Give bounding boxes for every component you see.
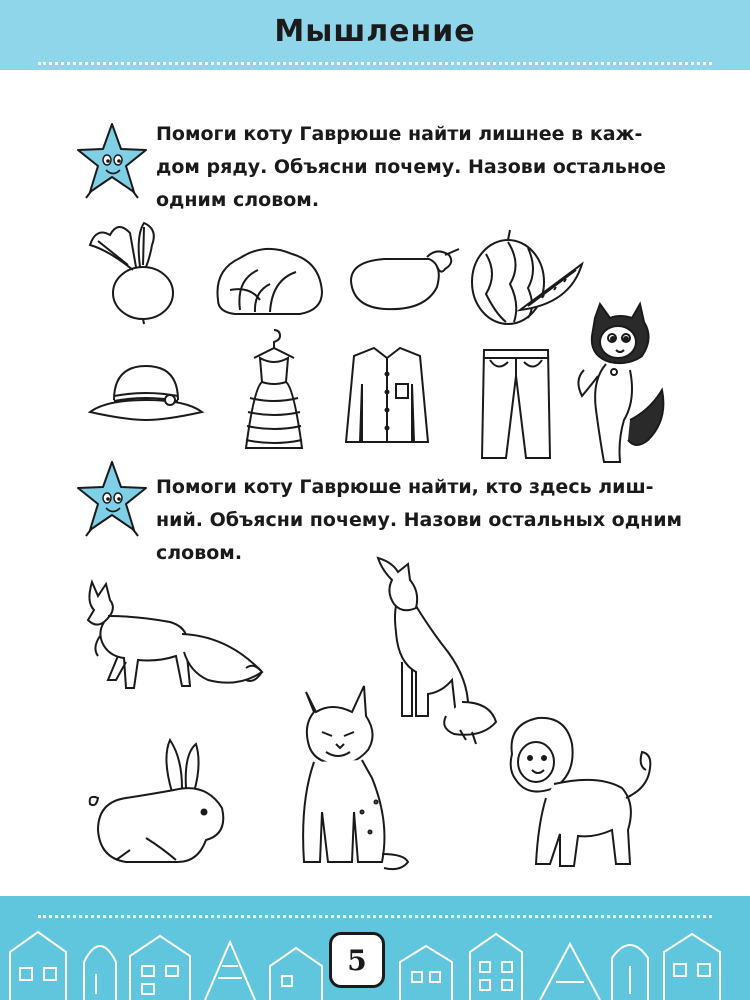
- page-title: Мышление: [274, 14, 476, 49]
- task2-line: Помоги коту Гаврюше найти, кто здесь лиш-: [156, 476, 654, 498]
- star-mascot-icon: [76, 460, 148, 538]
- page-number: 5: [347, 943, 367, 977]
- cabbage-icon: [210, 240, 330, 320]
- lion-icon: [498, 714, 662, 874]
- task2-line: ний. Объясни почему. Назови остальных одним: [156, 509, 683, 531]
- shirt-icon: [342, 344, 432, 446]
- header-stitch-line: [38, 62, 712, 65]
- task1-line: дом ряду. Объясни почему. Назови остальное: [156, 156, 666, 178]
- task1-line: Помоги коту Гаврюше найти лишнее в каж-: [156, 123, 643, 145]
- eggplant-icon: [345, 245, 465, 315]
- dress-icon: [232, 328, 316, 456]
- footer-stitch-line: [38, 915, 712, 918]
- cat-gavryusha-icon: [570, 300, 670, 470]
- rabbit-icon: [86, 738, 234, 868]
- hat-icon: [86, 360, 206, 424]
- task1-line: одним словом.: [156, 189, 320, 211]
- task1-text: [156, 118, 666, 217]
- fox-icon: [78, 576, 272, 704]
- lynx-icon: [292, 682, 416, 878]
- star-mascot-icon: [76, 122, 148, 200]
- beet-icon: [78, 215, 188, 325]
- task2-line: словом.: [156, 542, 243, 564]
- watermelon-icon: [466, 224, 586, 328]
- page-number-badge: [329, 932, 385, 988]
- trousers-icon: [478, 346, 554, 462]
